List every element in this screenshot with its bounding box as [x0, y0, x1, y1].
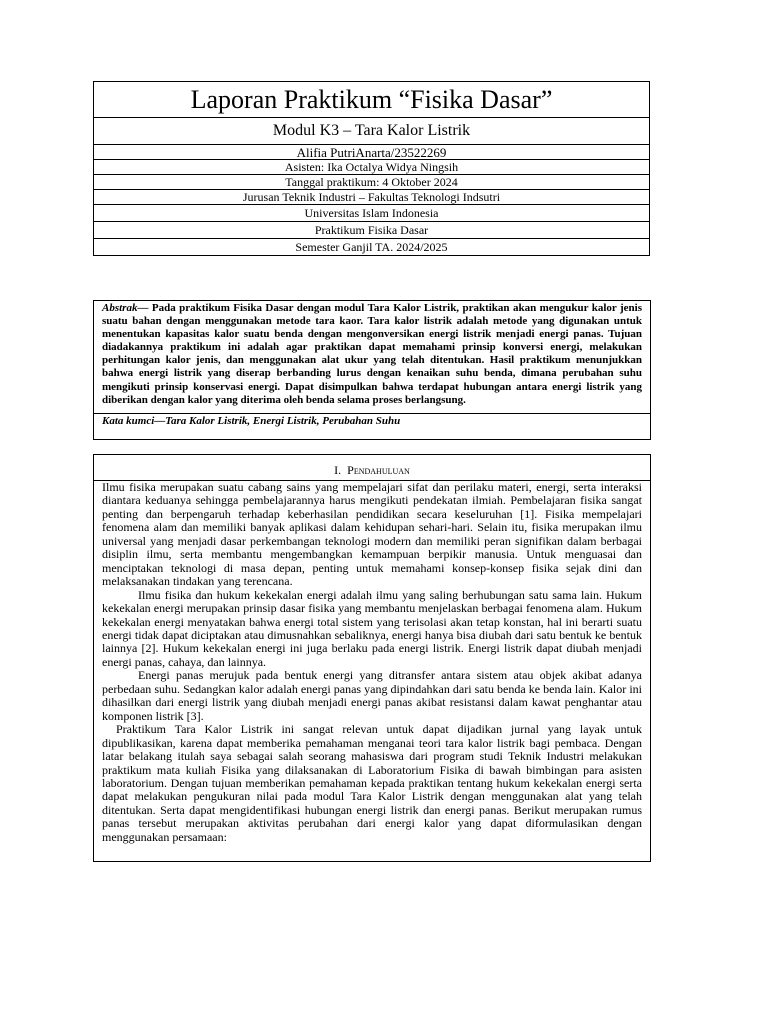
- department: Jurusan Teknik Industri – Fakultas Teknologi Indsutri: [94, 189, 649, 204]
- section-heading: [94, 455, 650, 481]
- paragraph-2: Ilmu fisika dan hukum kekekalan energi adalah ilmu yang saling berhubungan satu sama lain. Hukum kekekalan energi merupakan prinsip dasar fisika yang membantu menjelaskan berbagai fenomena alam. Hukum kekekalan energi menyatakan bahwa energi total sistem yang terisolasi akan tetap konstan, hal ini berarti suatu energi tidak dapat diciptakan atau dimusnahkan sebaliknya, energi hanya bisa diubah dari satu bentuk ke bentuk lainnya [2]. Hukum kekekalan energi ini juga berlaku pada energi listrik. Energi listrik dapat diubah menjadi energi panas, cahaya, dan lainnya.: [102, 587, 642, 669]
- course: Praktikum Fisika Dasar: [94, 221, 649, 238]
- practicum-date: Tanggal praktikum: 4 Oktober 2024: [94, 174, 649, 189]
- paragraph-3: Energi panas merujuk pada bentuk energi yang ditransfer antara sistem atau objek akibat adanya perbedaan suhu. Sedangkan kalor adalah energi panas yang dipindahkan dari satu benda ke benda lain. Kalor ini dihasilkan dari energi listrik yang diubah menjadi energi panas akibat resistansi dalam kawat penghantar atau komponen listrik [3].: [102, 668, 642, 723]
- paragraph-4: Praktikum Tara Kalor Listrik ini sangat relevan untuk dapat dijadikan jurnal yang layak untuk dipublikasikan, karena dapat memberika pemahaman menganai teori tara kalor listrik bagi pembaca. Dengan latar belakang itulah saya sebagai salah seorang mahasiswa dari program studi Teknik Industri melakukan praktikum mata kuliah Fisika yang dilaksanakan di Laboratorium Fisika di bawah bimbingan para asisten laboratorium. Dengan tujuan memberikan pemahaman kepada praktikan tentang hukum kekekalan energi serta dapat melakukan pengukuran nilai pada modul Tara Kalor Listrik dengan menggunakan alat yang telah ditentukan. Serta dapat mengidentifikasi hubungan energi listrik dan energi panas. Berikut merupakan rumus panas tersebut merupakan aktivitas perubahan dari energi kalor yang dapat diformulasikan dengan menggunakan persamaan:: [102, 722, 642, 844]
- section-number: I.: [334, 463, 342, 477]
- introduction-section: [93, 454, 651, 862]
- abstract-text: Pada praktikum Fisika Dasar dengan modul Tara Kalor Listrik, praktikan akan mengukur kalor jenis suatu bahan dengan menggunakan metode tara kaor. Tara kalor listrik adalah metode yang digunakan untuk menentukan kapasitas kalor suatu benda dengan mengonversikan energi listrik menjadi energi panas. Tujuan diadakannya praktikum ini adalah agar praktikan dapat memahami prinsip konversi energi, melakukan perhitungan kalor jenis, dan menggunakan alat ukur yang telah ditentukan. Hasil praktikum menunjukkan bahwa energi listrik yang diserap berbanding lurus dengan kenaikan suhu benda, dimana perubahan suhu mengikuti prinsip konservasi energi. Dapat disimpulkan bahwa terdapat hubungan antara energi listrik yang diberikan dengan kalor yang diterima oleh benda selama proses berlangsung.: [102, 302, 642, 406]
- title-table: [93, 81, 650, 256]
- abstract: [94, 301, 650, 413]
- semester: Semester Ganjil TA. 2024/2025: [94, 238, 649, 255]
- paragraph-1: Ilmu fisika merupakan suatu cabang sains yang mempelajari sifat dan perilaku materi, energi, serta interaksi diantara keduanya sehingga pembelajarannya harus mengikuti pendekatan ilmiah. Pembelajaran fisika sangat penting dan berpengaruh terhadap keberhasilan pendidikan secara keseluruhan [1]. Fisika mempelajari fenomena alam dan memiliki banyak aplikasi dalam kehidupan sehari-hari. Selain itu, fisika merupakan ilmu universal yang menjadi dasar perkembangan teknologi modern dan memiliki peran signifikan dalam berbagai disiplin ilmu, serta membantu mengembangkan kemampuan berpikir manusia. Untuk menguasai dan menciptakan teknologi di masa depan, penting untuk memahami konsep-konsep fisika sejak dini dan melaksanakan tindakan yang terencana.: [102, 480, 642, 589]
- section-body: [94, 481, 650, 844]
- module-title: Modul K3 – Tara Kalor Listrik: [94, 117, 649, 144]
- author-name: Alifia PutriAnarta/23522269: [94, 144, 649, 159]
- assistant-name: Asisten: Ika Octalya Widya Ningsih: [94, 159, 649, 174]
- abstract-lead: Abstrak—: [102, 302, 149, 314]
- report-title: Laporan Praktikum “Fisika Dasar”: [190, 84, 553, 114]
- abstract-box: [93, 300, 651, 440]
- section-title: Pendahuluan: [347, 463, 410, 477]
- keywords: Kata kumci—Tara Kalor Listrik, Energi Listrik, Perubahan Suhu: [94, 413, 650, 428]
- university: Universitas Islam Indonesia: [94, 204, 649, 221]
